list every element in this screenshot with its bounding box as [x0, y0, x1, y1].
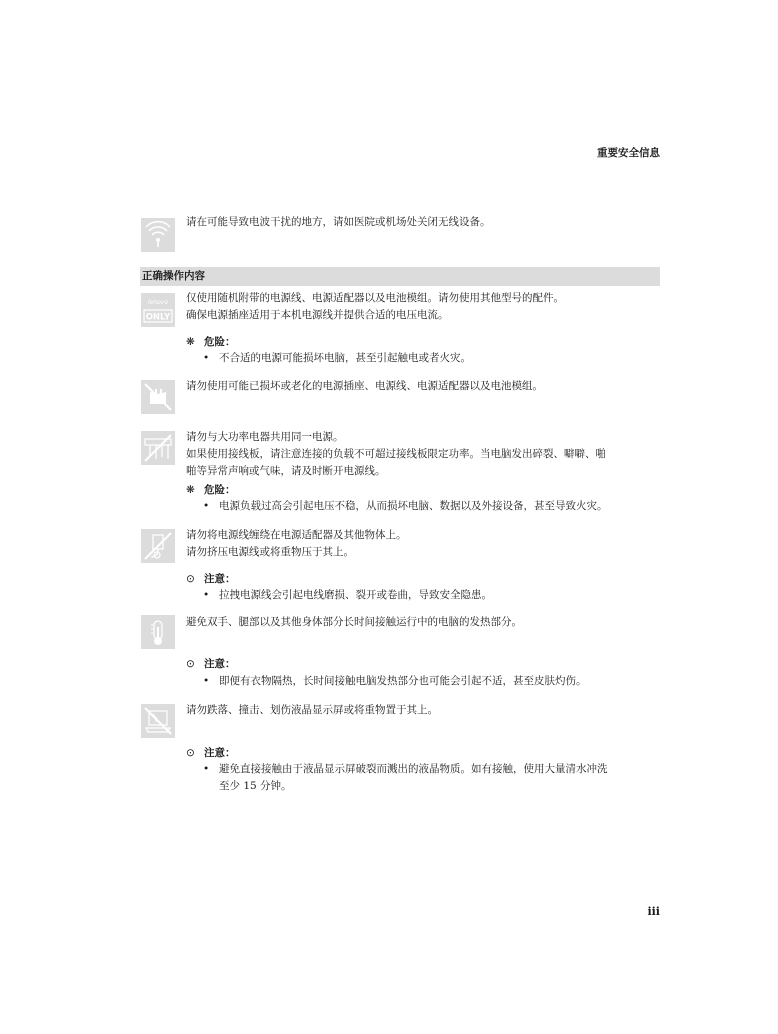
bullet-text: 电源负载过高会引起电压不稳，从而损坏电脑、数据以及外接设备，甚至导致火灾。 — [219, 500, 608, 512]
bullet-dot: • — [203, 675, 210, 687]
caution-bullet — [203, 761, 660, 795]
text-line: 啪等异常声响或气味，请及时断开电源线。 — [186, 465, 386, 477]
danger-heading — [186, 335, 236, 349]
text-line: 如果使用接线板，请注意连接的负载不可超过接线板限定功率。当电脑发出碎裂、噼噼、啪 — [186, 448, 606, 460]
bullet-text-line: 避免直接接触由于液晶显示屏破裂而溅出的液晶物质。如有接触，使用大量清水冲洗 — [219, 763, 608, 775]
no-overloaded-strip-icon — [141, 431, 175, 465]
wireless-off-icon — [141, 218, 175, 252]
bullet-dot: • — [203, 500, 210, 512]
caution-icon: ⊙ — [186, 658, 195, 670]
bullet-text: 不合适的电源可能损坏电脑，甚至引起触电或者火灾。 — [219, 352, 471, 364]
bullet-dot: • — [203, 763, 210, 775]
caution-title: 注意： — [204, 747, 236, 759]
lenovo-only-icon — [141, 293, 175, 327]
paragraph-heat: 避免双手、腿部以及其他身体部分长时间接触运行中的电脑的发热部分。 — [186, 616, 522, 628]
danger-bullet — [203, 498, 660, 515]
danger-heading — [186, 483, 236, 497]
danger-bullet — [203, 350, 660, 367]
bullet-dot: • — [203, 352, 210, 364]
no-cable-wrap-icon — [141, 529, 175, 563]
paragraph-power-strip — [186, 429, 660, 480]
no-lcd-damage-icon — [141, 704, 175, 738]
page-number: iii — [647, 905, 660, 918]
bullet-text: 即便有衣物隔热，长时间接触电脑发热部分也可能会引起不适，甚至皮肤灼伤。 — [219, 675, 587, 687]
text-line: 请勿挤压电源线或将重物压于其上。 — [186, 546, 354, 558]
caution-title: 注意： — [204, 658, 236, 670]
text-line: 仅使用随机附带的电源线、电源适配器以及电池模组。请勿使用其他型号的配件。 — [186, 292, 564, 304]
caution-icon: ⊙ — [186, 747, 195, 759]
bullet-text — [203, 761, 660, 795]
caution-heading — [186, 572, 236, 586]
caution-icon: ⊙ — [186, 573, 195, 585]
paragraph-damaged-outlet: 请勿使用可能已损坏或老化的电源插座、电源线、电源适配器以及电池模组。 — [186, 380, 543, 392]
caution-heading — [186, 657, 236, 671]
only-label: ONLY — [145, 312, 171, 323]
caution-title: 注意： — [204, 573, 236, 585]
wireless-text: 请在可能导致电波干扰的地方，请如医院或机场处关闭无线设备。 — [186, 216, 491, 228]
bullet-text-line: 至少 15 分钟。 — [219, 780, 292, 792]
caution-bullet — [203, 673, 660, 690]
section-title: 正确操作内容 — [140, 267, 660, 286]
text-line: 请勿将电源线缠绕在电源适配器及其他物体上。 — [186, 529, 407, 541]
text-line: 请勿与大功率电器共用同一电源。 — [186, 431, 344, 443]
paragraph-lcd: 请勿跌落、撞击、划伤液晶显示屏或将重物置于其上。 — [186, 704, 438, 716]
bullet-text: 拉拽电源线会引起电线磨损、裂开或卷曲，导致安全隐患。 — [219, 589, 492, 601]
lenovo-brand-text: lenovo — [147, 299, 169, 306]
danger-icon: ❋ — [186, 484, 195, 496]
text-line: 确保电源插座适用于本机电源线并提供合适的电压电流。 — [186, 309, 449, 321]
caution-heading — [186, 746, 236, 760]
bullet-dot: • — [203, 589, 210, 601]
danger-title: 危险： — [204, 336, 236, 348]
no-damaged-plug-icon — [141, 380, 175, 414]
paragraph-cable-wrap — [186, 527, 660, 561]
danger-icon: ❋ — [186, 336, 195, 348]
danger-title: 危险： — [204, 484, 236, 496]
hot-surface-icon — [141, 615, 175, 649]
paragraph-power-accessories — [186, 290, 660, 324]
caution-bullet — [203, 587, 660, 604]
page-header-title: 重要安全信息 — [597, 147, 660, 159]
